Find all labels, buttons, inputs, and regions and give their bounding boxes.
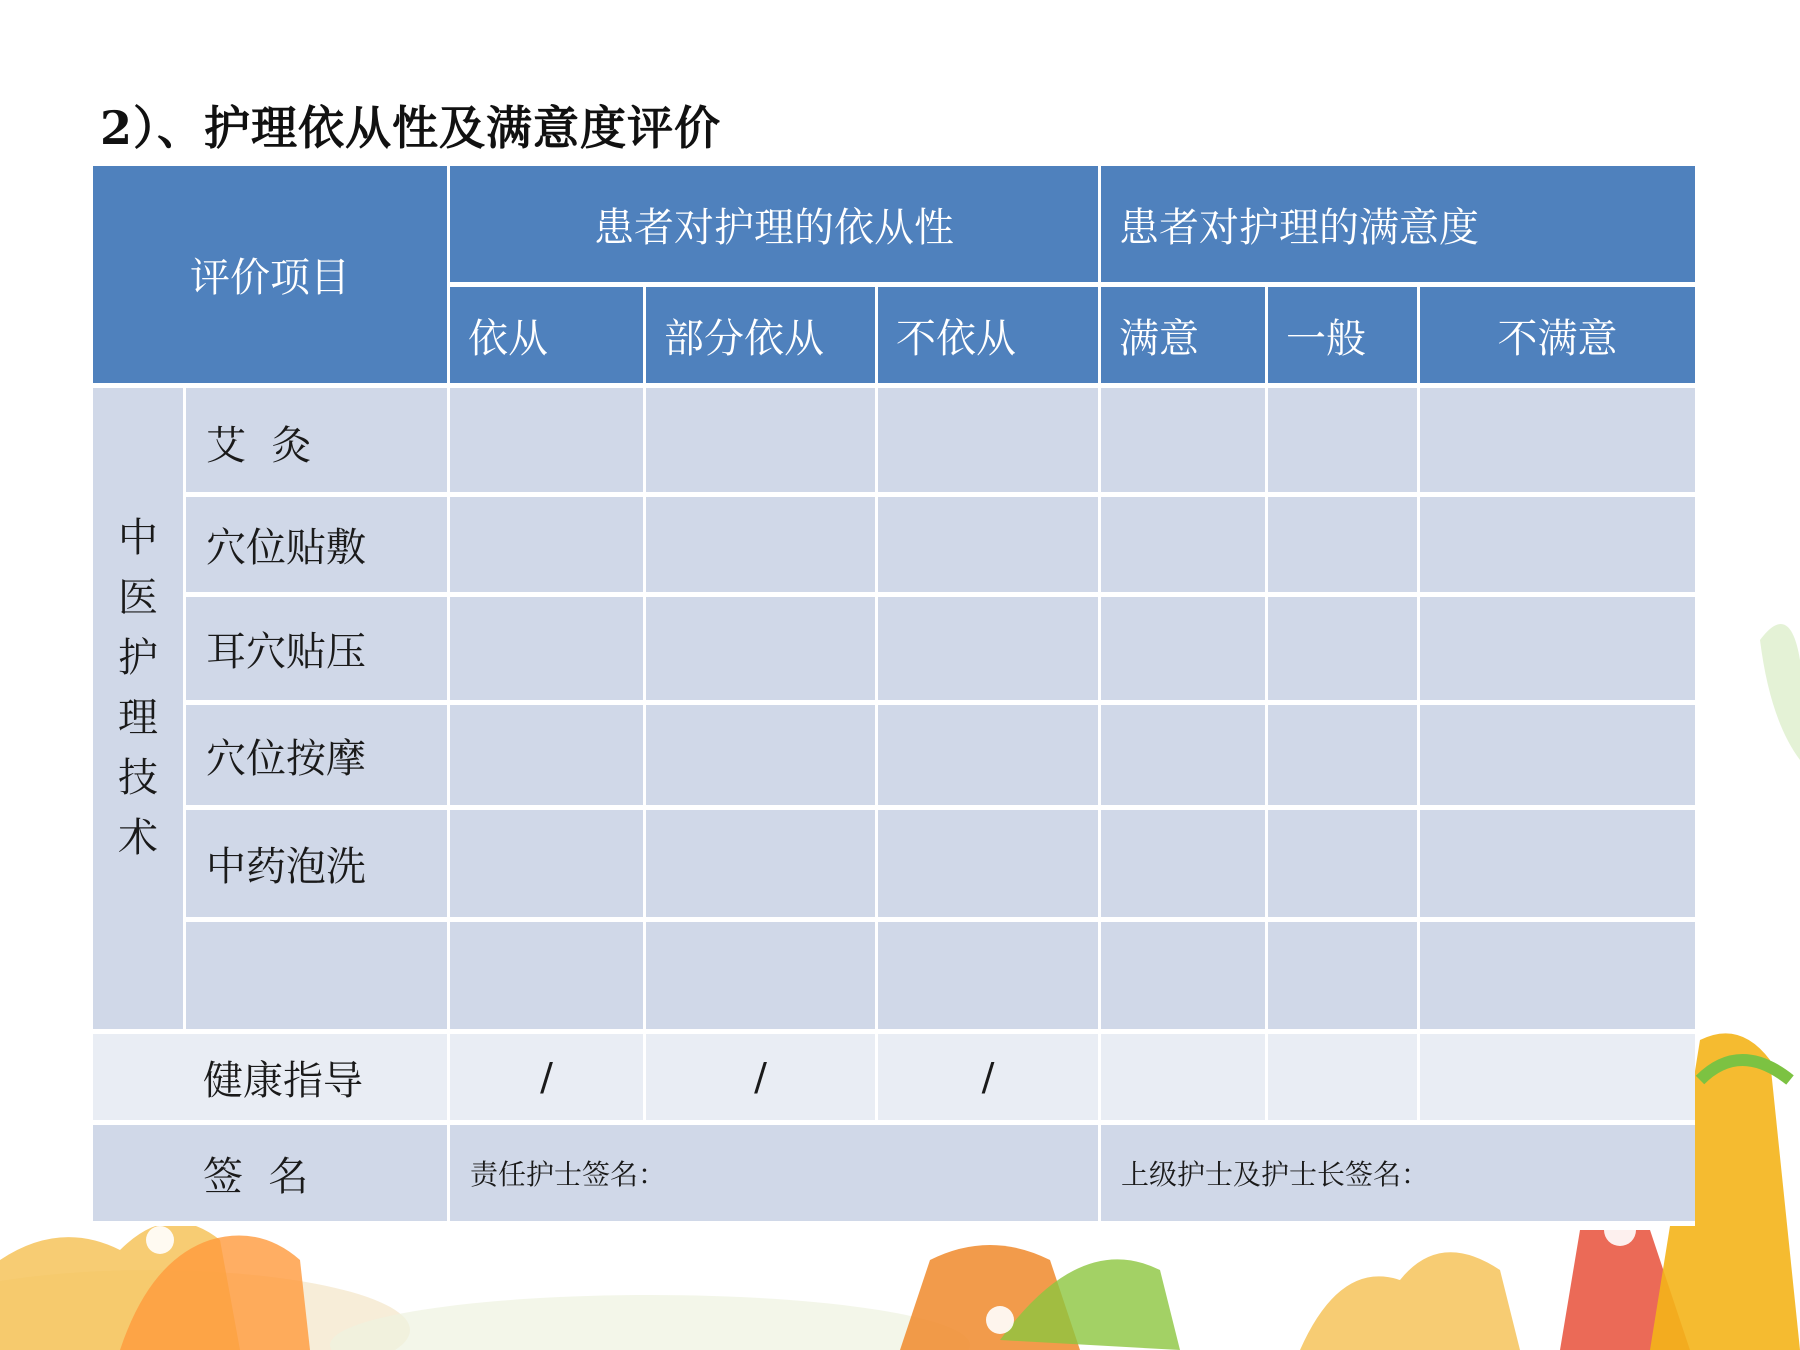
- header-satisfied: 满意: [1101, 287, 1268, 388]
- row-label: [186, 922, 450, 1034]
- header-eval-item: 评价项目: [93, 166, 450, 388]
- health-guidance-cell: [1268, 1034, 1420, 1125]
- header-unsatisfied: 不满意: [1420, 287, 1695, 388]
- table-row: [93, 388, 1695, 497]
- evaluation-table: [93, 166, 1695, 1226]
- header-satisfaction-group: 患者对护理的满意度: [1101, 166, 1695, 287]
- health-guidance-cell: /: [450, 1034, 646, 1125]
- header-row-1: [93, 166, 1695, 287]
- row-label: 穴位贴敷: [186, 497, 450, 597]
- health-guidance-row: [93, 1034, 1695, 1125]
- header-average: 一般: [1268, 287, 1420, 388]
- health-guidance-label: 健康指导: [93, 1034, 450, 1125]
- header-non-comply: 不依从: [878, 287, 1101, 388]
- table-row: [93, 705, 1695, 810]
- category-tcm-nursing: 中 医 护 理 技 术: [93, 388, 186, 1034]
- head-nurse-signature: 上级护士及护士长签名：: [1101, 1125, 1695, 1226]
- table-row: [93, 597, 1695, 705]
- table-row: [93, 810, 1695, 922]
- row-label: 艾 灸: [186, 388, 450, 497]
- header-compliance-group: 患者对护理的依从性: [450, 166, 1101, 287]
- header-partial-comply: 部分依从: [646, 287, 878, 388]
- health-guidance-cell: [1420, 1034, 1695, 1125]
- row-label: 中药泡洗: [186, 810, 450, 922]
- page-title: 2）、护理依从性及满意度评价: [100, 101, 722, 155]
- row-label: 耳穴贴压: [186, 597, 450, 705]
- health-guidance-cell: [1101, 1034, 1268, 1125]
- table-row: [93, 922, 1695, 1034]
- signature-row: [93, 1125, 1695, 1226]
- nurse-signature: 责任护士签名：: [450, 1125, 1101, 1226]
- health-guidance-cell: /: [878, 1034, 1101, 1125]
- health-guidance-cell: /: [646, 1034, 878, 1125]
- signature-label: 签 名: [93, 1125, 450, 1226]
- header-comply: 依从: [450, 287, 646, 388]
- table-row: [93, 497, 1695, 597]
- row-label: 穴位按摩: [186, 705, 450, 810]
